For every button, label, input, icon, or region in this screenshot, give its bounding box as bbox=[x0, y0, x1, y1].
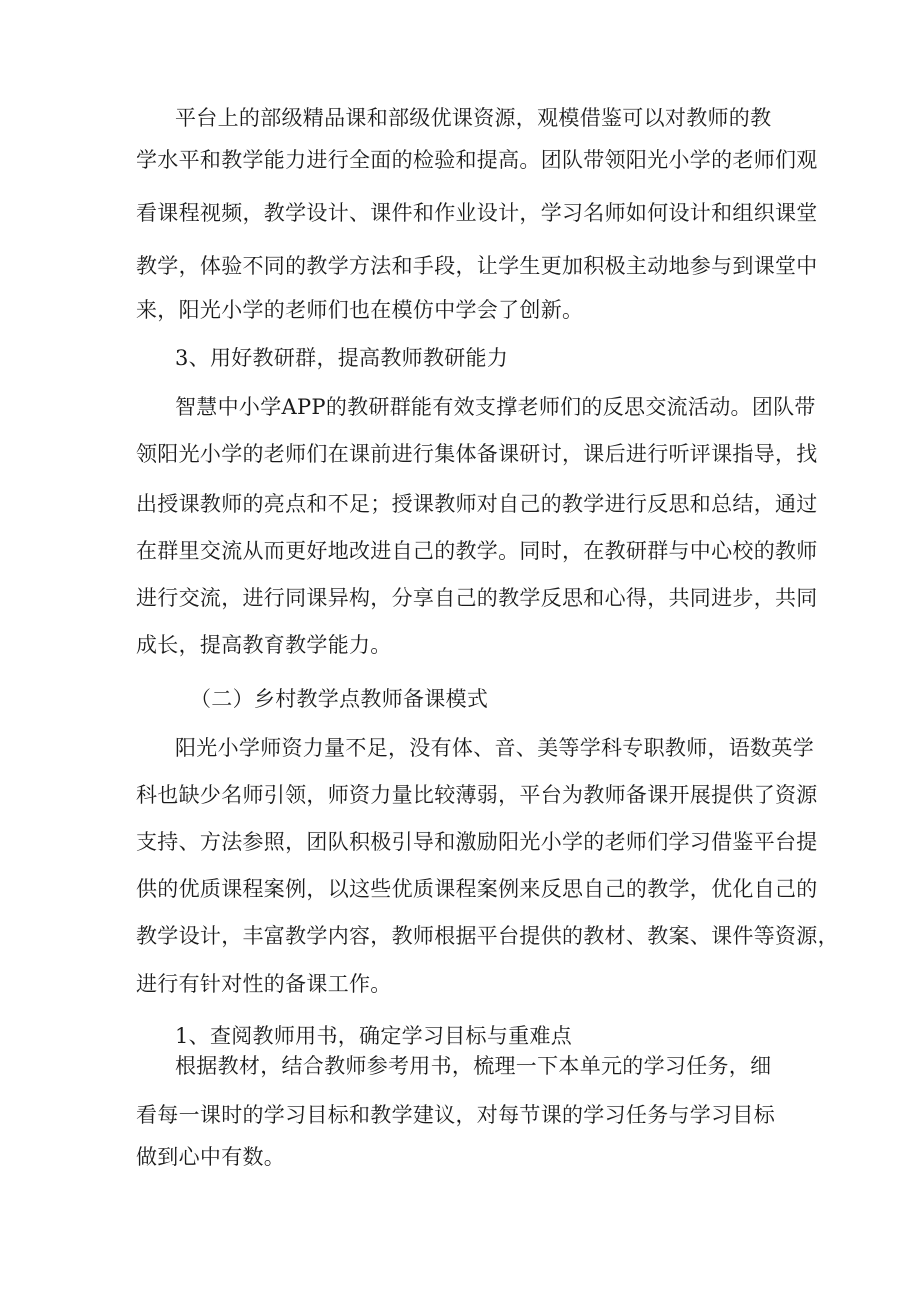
paragraph-line: 领阳光小学的老师们在课前进行集体备课研讨，课后进行听评课指导，找 bbox=[136, 442, 818, 466]
paragraph-line: 学水平和教学能力进行全面的检验和提高。团队带领阳光小学的老师们观 bbox=[136, 148, 818, 172]
section-heading: 1、查阅教师用书，确定学习目标与重难点 bbox=[175, 1024, 573, 1048]
paragraph-line: 看每一课时的学习目标和教学建议，对每节课的学习任务与学习目标 bbox=[136, 1103, 775, 1127]
paragraph-line: 出授课教师的亮点和不足；授课教师对自己的教学进行反思和总结，通过 bbox=[136, 492, 818, 516]
section-heading: 3、用好教研群，提高教师教研能力 bbox=[175, 346, 509, 370]
paragraph-line: 做到心中有数。 bbox=[136, 1145, 286, 1169]
paragraph-line: 在群里交流从而更好地改进自己的教学。同时，在教研群与中心校的教师 bbox=[136, 539, 818, 563]
paragraph-line: 来，阳光小学的老师们也在模仿中学会了创新。 bbox=[136, 298, 584, 322]
paragraph-line: 阳光小学师资力量不足，没有体、音、美等学科专职教师，语数英学 bbox=[175, 736, 814, 760]
paragraph-line: 平台上的部级精品课和部级优课资源，观模借鉴可以对教师的教 bbox=[175, 106, 772, 130]
paragraph-line: 智慧中小学APP的教研群能有效支撑老师们的反思交流活动。团队带 bbox=[175, 395, 816, 419]
paragraph-line: 教学设计，丰富教学内容，教师根据平台提供的教材、教案、课件等资源， bbox=[136, 924, 839, 948]
section-heading: （二）乡村教学点教师备课模式 bbox=[190, 687, 489, 711]
paragraph-line: 成长，提高教育教学能力。 bbox=[136, 633, 392, 657]
paragraph-line: 看课程视频，教学设计、课件和作业设计，学习名师如何设计和组织课堂 bbox=[136, 201, 818, 225]
paragraph-line: 教学，体验不同的教学方法和手段，让学生更加积极主动地参与到课堂中 bbox=[136, 254, 818, 278]
paragraph-line: 进行有针对性的备课工作。 bbox=[136, 972, 392, 996]
paragraph-line: 进行交流，进行同课异构，分享自己的教学反思和心得，共同进步，共同 bbox=[136, 586, 818, 610]
paragraph-line: 支持、方法参照，团队积极引导和激励阳光小学的老师们学习借鉴平台提 bbox=[136, 830, 818, 854]
paragraph-line: 根据教材，结合教师参考用书，梳理一下本单元的学习任务，细 bbox=[175, 1054, 772, 1078]
paragraph-line: 科也缺少名师引领，师资力量比较薄弱，平台为教师备课开展提供了资源 bbox=[136, 783, 818, 807]
paragraph-line: 供的优质课程案例，以这些优质课程案例来反思自己的教学，优化自己的 bbox=[136, 877, 818, 901]
